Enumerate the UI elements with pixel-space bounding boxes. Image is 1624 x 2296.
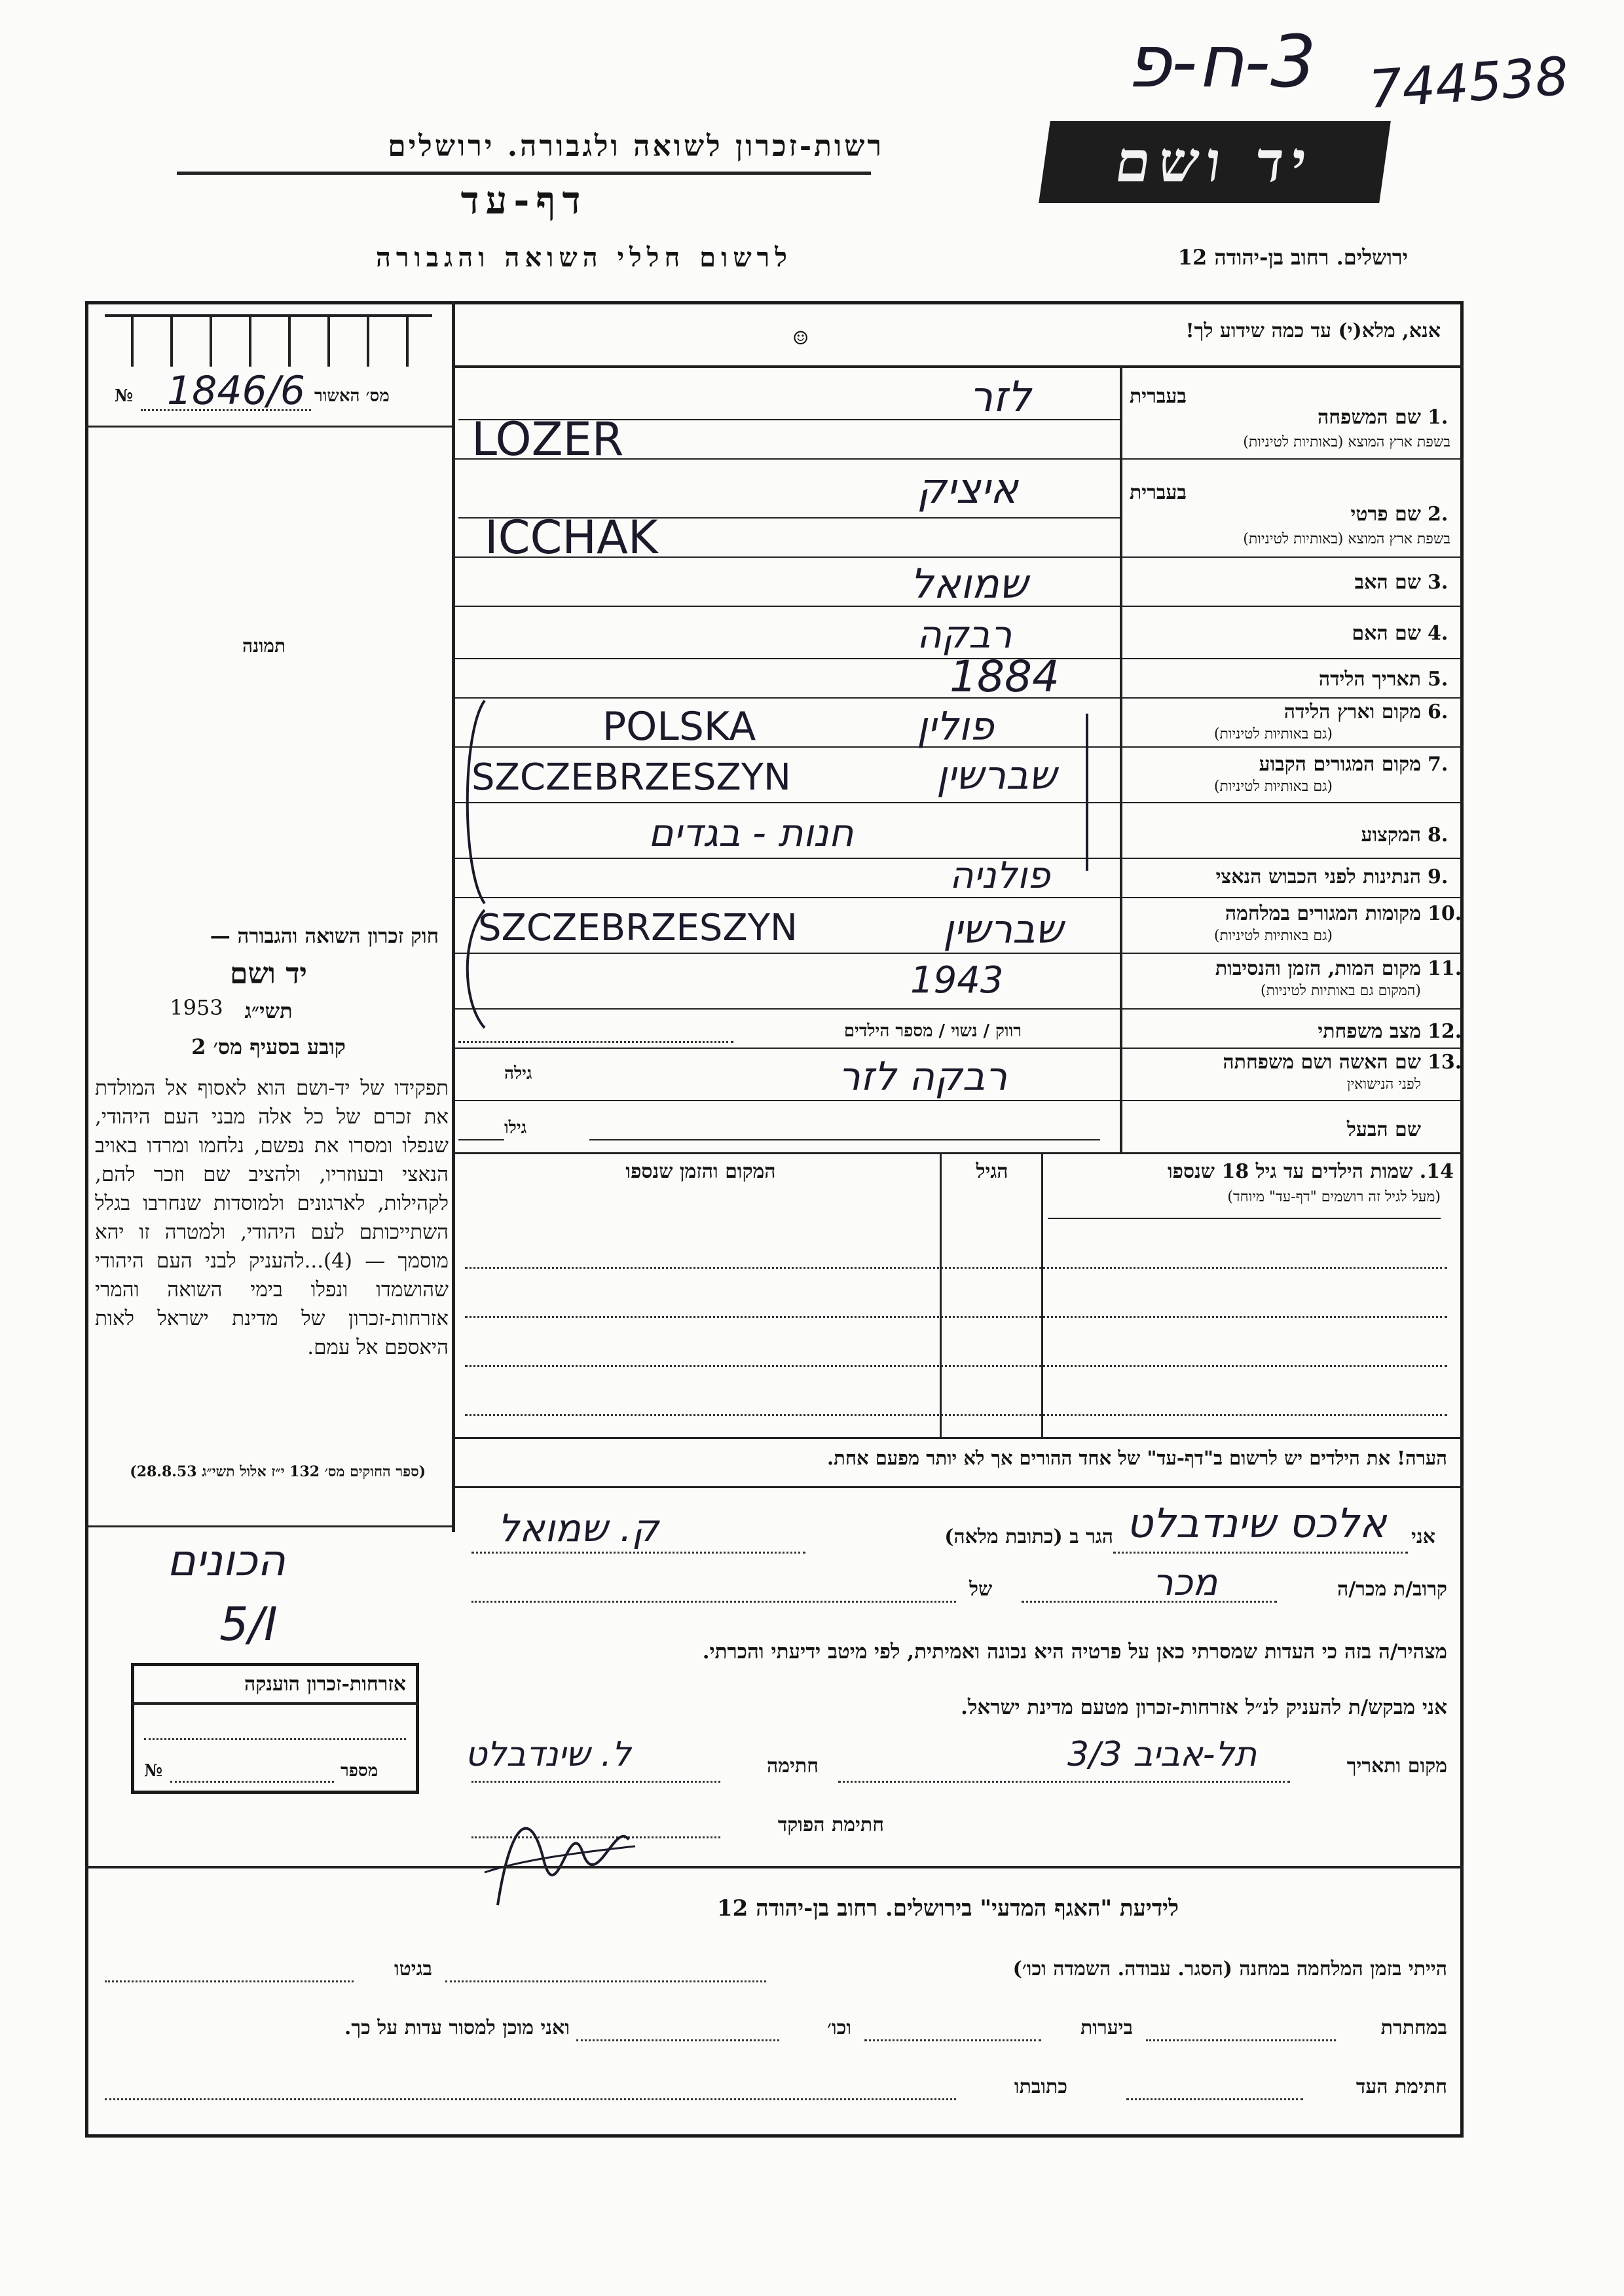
age-label-wife: גילה	[504, 1064, 532, 1084]
bracket-left-2	[452, 903, 491, 1034]
field-7-num: 7.	[1428, 753, 1449, 776]
children-row	[465, 1267, 1447, 1269]
lang-hebrew-1: בעברית	[1130, 385, 1187, 408]
birth-year[interactable]: 1884	[950, 651, 1060, 702]
field-3-num: 3.	[1428, 571, 1449, 594]
camp-dotline	[445, 1980, 766, 1982]
place-date[interactable]: תל-אביב 3/3	[1067, 1735, 1257, 1774]
latin-note-text: גם באותיות לטיניות	[1219, 928, 1327, 944]
field-9-num: 9.	[1428, 866, 1449, 888]
row-rule	[452, 1152, 1464, 1154]
field-2-label: שם פרטי	[1350, 503, 1421, 526]
signature-dotline	[471, 1781, 720, 1783]
underground-dotline	[1146, 2039, 1336, 2041]
marital-options[interactable]: רווק / נשוי / מספר הילדים	[843, 1021, 1022, 1041]
nationality[interactable]: פולניה	[950, 854, 1050, 897]
citizenship-title-rule	[131, 1702, 419, 1705]
form-intro: אנא, מלא(י) עד כמה שידוע לך!	[1185, 319, 1441, 342]
citizenship-line	[144, 1738, 406, 1740]
field-8-num: 8.	[1428, 824, 1449, 847]
relation-dotline	[1022, 1601, 1277, 1603]
children-col-div-1	[1041, 1152, 1043, 1437]
citizenship-no: №	[144, 1761, 163, 1781]
field-13-label: שם האשה ושם משפחתה	[1223, 1051, 1421, 1074]
field-12-label: מצב משפחתי	[1318, 1020, 1421, 1043]
witness-address[interactable]: ק. שמואל	[498, 1506, 659, 1550]
field-2-latin-note: בשפת ארץ המוצא (באותיות לטיניות)	[1243, 531, 1450, 547]
law-heading: חוק זכרון השואה והגבורה —	[210, 924, 439, 948]
latin-note-text: גם באותיות לטיניות	[1219, 778, 1327, 795]
bracket-left	[452, 694, 491, 910]
field-11-num: 11.	[1428, 957, 1462, 980]
children-age-col: הגיל	[976, 1160, 1008, 1183]
note-rule	[452, 1486, 1464, 1488]
signature[interactable]: ל. שינדבלט	[465, 1735, 631, 1774]
children-row	[465, 1316, 1447, 1318]
field-4-label: שם האם	[1352, 622, 1421, 645]
address-label: הגר ב (כתובת מלאה)	[944, 1525, 1113, 1548]
marital-dotline	[458, 1041, 733, 1043]
place-date-label: מקום ותאריך	[1346, 1755, 1447, 1777]
field-6-label: מקום וארץ הלידה	[1283, 701, 1421, 723]
field-7-label: מקום המגורים הקבוע	[1259, 753, 1421, 776]
address: ירושלים. רחוב בן-יהודה 12	[1177, 245, 1408, 270]
etc-label: וכו׳	[827, 2016, 851, 2039]
children-note: (מעל לגיל זה רושמים "דף-עד" מיוחד)	[1227, 1189, 1441, 1205]
birth-country-he[interactable]: פולין	[917, 704, 994, 750]
citizenship-number-label: מספר	[341, 1761, 378, 1781]
children-row	[465, 1414, 1447, 1416]
citizenship-number-line	[170, 1781, 334, 1783]
reg-no-symbol: №	[115, 386, 134, 406]
law-text: תפקידו של יד-ושם הוא לאסוף אל המולדת את זכרם של כל אלה מבני העם היהודי, שנפלו ומסרו את נפשם, נלחמו ומרדו באויב הנאצי ובעוזריו, ולהציב שם וזכר להם, לקהילות, לארגונים ולמוסדות שנחרבו בגלל השתייכותם לעם היהודי, ולמטרה זו יהא מוסמך — (4)...להעניק לבני העם היהודי שהושמדו ונפלו בימי השואה והמרי אזרחות-זכרון של מדינת ישראל לאות היאספם אל עמם.	[95, 1076, 449, 1359]
age-label-husband: גילו	[504, 1118, 527, 1138]
field-3-label: שם האב	[1354, 571, 1421, 594]
first-he[interactable]: איציק	[917, 465, 1018, 513]
children-place-col: המקום והזמן שנספו	[625, 1160, 776, 1183]
law-year-he: תשי״ג	[244, 998, 293, 1023]
reg-number[interactable]: 1846/6	[167, 368, 306, 414]
children-header-rule	[1048, 1218, 1441, 1219]
officer-label: חתימת הפוקד	[777, 1813, 884, 1836]
father-name[interactable]: שמואל	[910, 560, 1028, 608]
of-dotline	[471, 1601, 956, 1603]
address-dotline	[471, 1552, 805, 1554]
ghetto-dotline	[105, 1980, 354, 1982]
witness-addr-dotline	[105, 2098, 956, 2100]
bottom-heading: לידיעת "האגף המדעי" בירושלים. רחוב בן-יהודה 12	[716, 1895, 1179, 1922]
bottom-separator	[85, 1866, 1464, 1868]
profession[interactable]: חנות - בגדים	[648, 811, 854, 855]
field-2-num: 2.	[1428, 503, 1449, 526]
children-label: 14. שמות הילדים עד גיל 18 שנספו	[1167, 1160, 1454, 1183]
name-dotline	[1113, 1552, 1408, 1554]
husband-label: שם הבעל	[1346, 1118, 1421, 1141]
field-4-num: 4.	[1428, 622, 1449, 645]
children-row	[465, 1365, 1447, 1367]
field-8-label: המקצוע	[1361, 824, 1421, 847]
small-mark-icon: ☺	[792, 327, 809, 349]
request: אני מבקש/ת להעניק לנ״ל אזרחות-זכרון מטעם מדינת ישראל.	[961, 1696, 1447, 1719]
ready-label: ואני מוכן למסור עדות על כך.	[344, 2016, 570, 2039]
wartime-he[interactable]: שברשין	[943, 907, 1063, 953]
children-bottom-rule	[452, 1437, 1464, 1439]
field-6-latin-note: (גם באותיות לטיניות)	[1213, 726, 1333, 742]
fields-divider	[1120, 367, 1122, 1152]
latin-note-text: גם באותיות לטיניות	[1219, 726, 1327, 742]
residence-he[interactable]: שברשין	[936, 753, 1057, 799]
field-11-label: מקום המות, הזמן והנסיבות	[1215, 957, 1421, 980]
field-10-latin-note: (גם באותיות לטיניות)	[1213, 928, 1333, 944]
row-rule	[452, 897, 1464, 898]
row-rule	[452, 802, 1464, 803]
field-13-num: 13.	[1428, 1051, 1462, 1074]
archive-number: 744538	[1367, 45, 1571, 120]
law-clause: קובע בסעיף מס׳ 2	[191, 1034, 346, 1059]
sidebar-bottom-rule	[85, 1525, 455, 1527]
reg-label: מס׳ האשור	[314, 386, 390, 406]
ghetto-label: בגיטו	[394, 1958, 432, 1980]
wife-name[interactable]: רבקה לזר	[838, 1054, 1008, 1100]
field-6-num: 6.	[1428, 701, 1449, 723]
witness-name[interactable]: אלכס שינדבלט	[1126, 1499, 1387, 1547]
first-latin[interactable]: ICCHAK	[485, 511, 658, 564]
surname-latin[interactable]: LOZER	[471, 412, 624, 466]
margin-note: הכונים	[167, 1535, 286, 1586]
death-year[interactable]: 1943	[910, 959, 1004, 1002]
field-12-num: 12.	[1428, 1020, 1462, 1043]
witness-sig-label: חתימת העד	[1356, 2075, 1447, 2098]
declaration: מצהיר/ה בזה כי העדות שמסרתי כאן על פרטיה היא נכונה ואמיתית, לפי מיטב ידיעתי והכרתי.	[702, 1640, 1447, 1664]
field-13-note: לפני הנישואין	[1346, 1076, 1421, 1093]
org-name: רשות-זכרון לשואה ולגבורה. ירושלים	[388, 130, 884, 163]
org-underline	[177, 172, 871, 175]
wartime-latin[interactable]: SZCZEBRZESZYN	[478, 907, 798, 949]
reg-rule	[85, 426, 452, 428]
husband-age-line	[458, 1139, 504, 1140]
field-7-latin-note: (גם באותיות לטיניות)	[1213, 778, 1333, 795]
form-subtitle: לרשום חללי השואה והגבורה	[375, 242, 792, 273]
reg-dotline	[141, 409, 311, 411]
citizenship-title: אזרחות-זכרון הוענקה	[244, 1673, 406, 1696]
field-10-label: מקומות המגורים במלחמה	[1225, 902, 1421, 925]
residence-latin[interactable]: SZCZEBRZESZYN	[471, 756, 791, 799]
archive-code: 3-ח-פ	[1126, 20, 1316, 103]
children-col-div-2	[940, 1152, 942, 1437]
intro-rule	[452, 365, 1464, 368]
yad-vashem-logo: יד ושם	[1039, 121, 1391, 203]
margin-note-2: 5/I	[219, 1597, 278, 1651]
i-label: אני	[1411, 1525, 1435, 1548]
bottom-line1: הייתי בזמן המלחמה במחנה (הסגר. עבודה. השמדה וכו׳)	[1012, 1958, 1447, 1980]
relative-label: קרוב/ת מכר/ה	[1337, 1578, 1447, 1601]
etc-dotline	[576, 2039, 779, 2041]
field-10-num: 10.	[1428, 902, 1462, 925]
bracket-divider	[1074, 707, 1100, 877]
field-1-label: שם המשפחה	[1317, 406, 1421, 429]
place-dotline	[838, 1781, 1290, 1783]
of-label: של	[969, 1578, 993, 1601]
witness-addr-label: כתובתו	[1014, 2075, 1067, 2098]
birth-country-latin[interactable]: POLSKA	[602, 704, 756, 750]
witness-sig-dotline	[1126, 2098, 1303, 2100]
field-1-latin-note: בשפת ארץ המוצא (באותיות לטיניות)	[1243, 434, 1450, 450]
law-citation: (ספר החוקים מס׳ 132 י״ז אלול תשי״ג 28.8.53)	[130, 1463, 426, 1480]
photo-label: תמונה	[242, 635, 286, 657]
field-5-num: 5.	[1428, 668, 1449, 691]
row-rule	[452, 1048, 1464, 1049]
field-1-num: 1.	[1428, 406, 1449, 429]
law-name: יד ושם	[230, 957, 307, 991]
field-9-label: הנתינות לפני הכבוש הנאצי	[1215, 866, 1421, 888]
signature-label: חתימה	[767, 1755, 819, 1777]
lang-hebrew-2: בעברית	[1130, 481, 1187, 504]
husband-line	[589, 1139, 1100, 1140]
mother-name[interactable]: רבקה	[917, 612, 1012, 657]
row-rule	[452, 953, 1464, 954]
surname-he[interactable]: לזר	[969, 373, 1031, 422]
forests-label: ביערות	[1080, 2016, 1133, 2039]
form-title: דף-עד	[460, 178, 587, 223]
field-11-note: (המקום גם באותיות לטיניות)	[1261, 983, 1421, 999]
field-5-label: תאריך הלידה	[1318, 668, 1421, 691]
note-text: הערה! את הילדים יש לרשום ב"דף-עד" של אחד ההורים אך לא יותר מפעם אחת.	[827, 1447, 1447, 1469]
forests-dotline	[864, 2039, 1041, 2041]
law-year: 1953	[170, 995, 223, 1020]
relation[interactable]: מכר	[1153, 1561, 1218, 1604]
row-rule	[452, 1008, 1464, 1010]
underground-label: במחתרת	[1380, 2016, 1447, 2039]
reg-ticks	[105, 314, 432, 367]
row-rule	[452, 1100, 1464, 1101]
